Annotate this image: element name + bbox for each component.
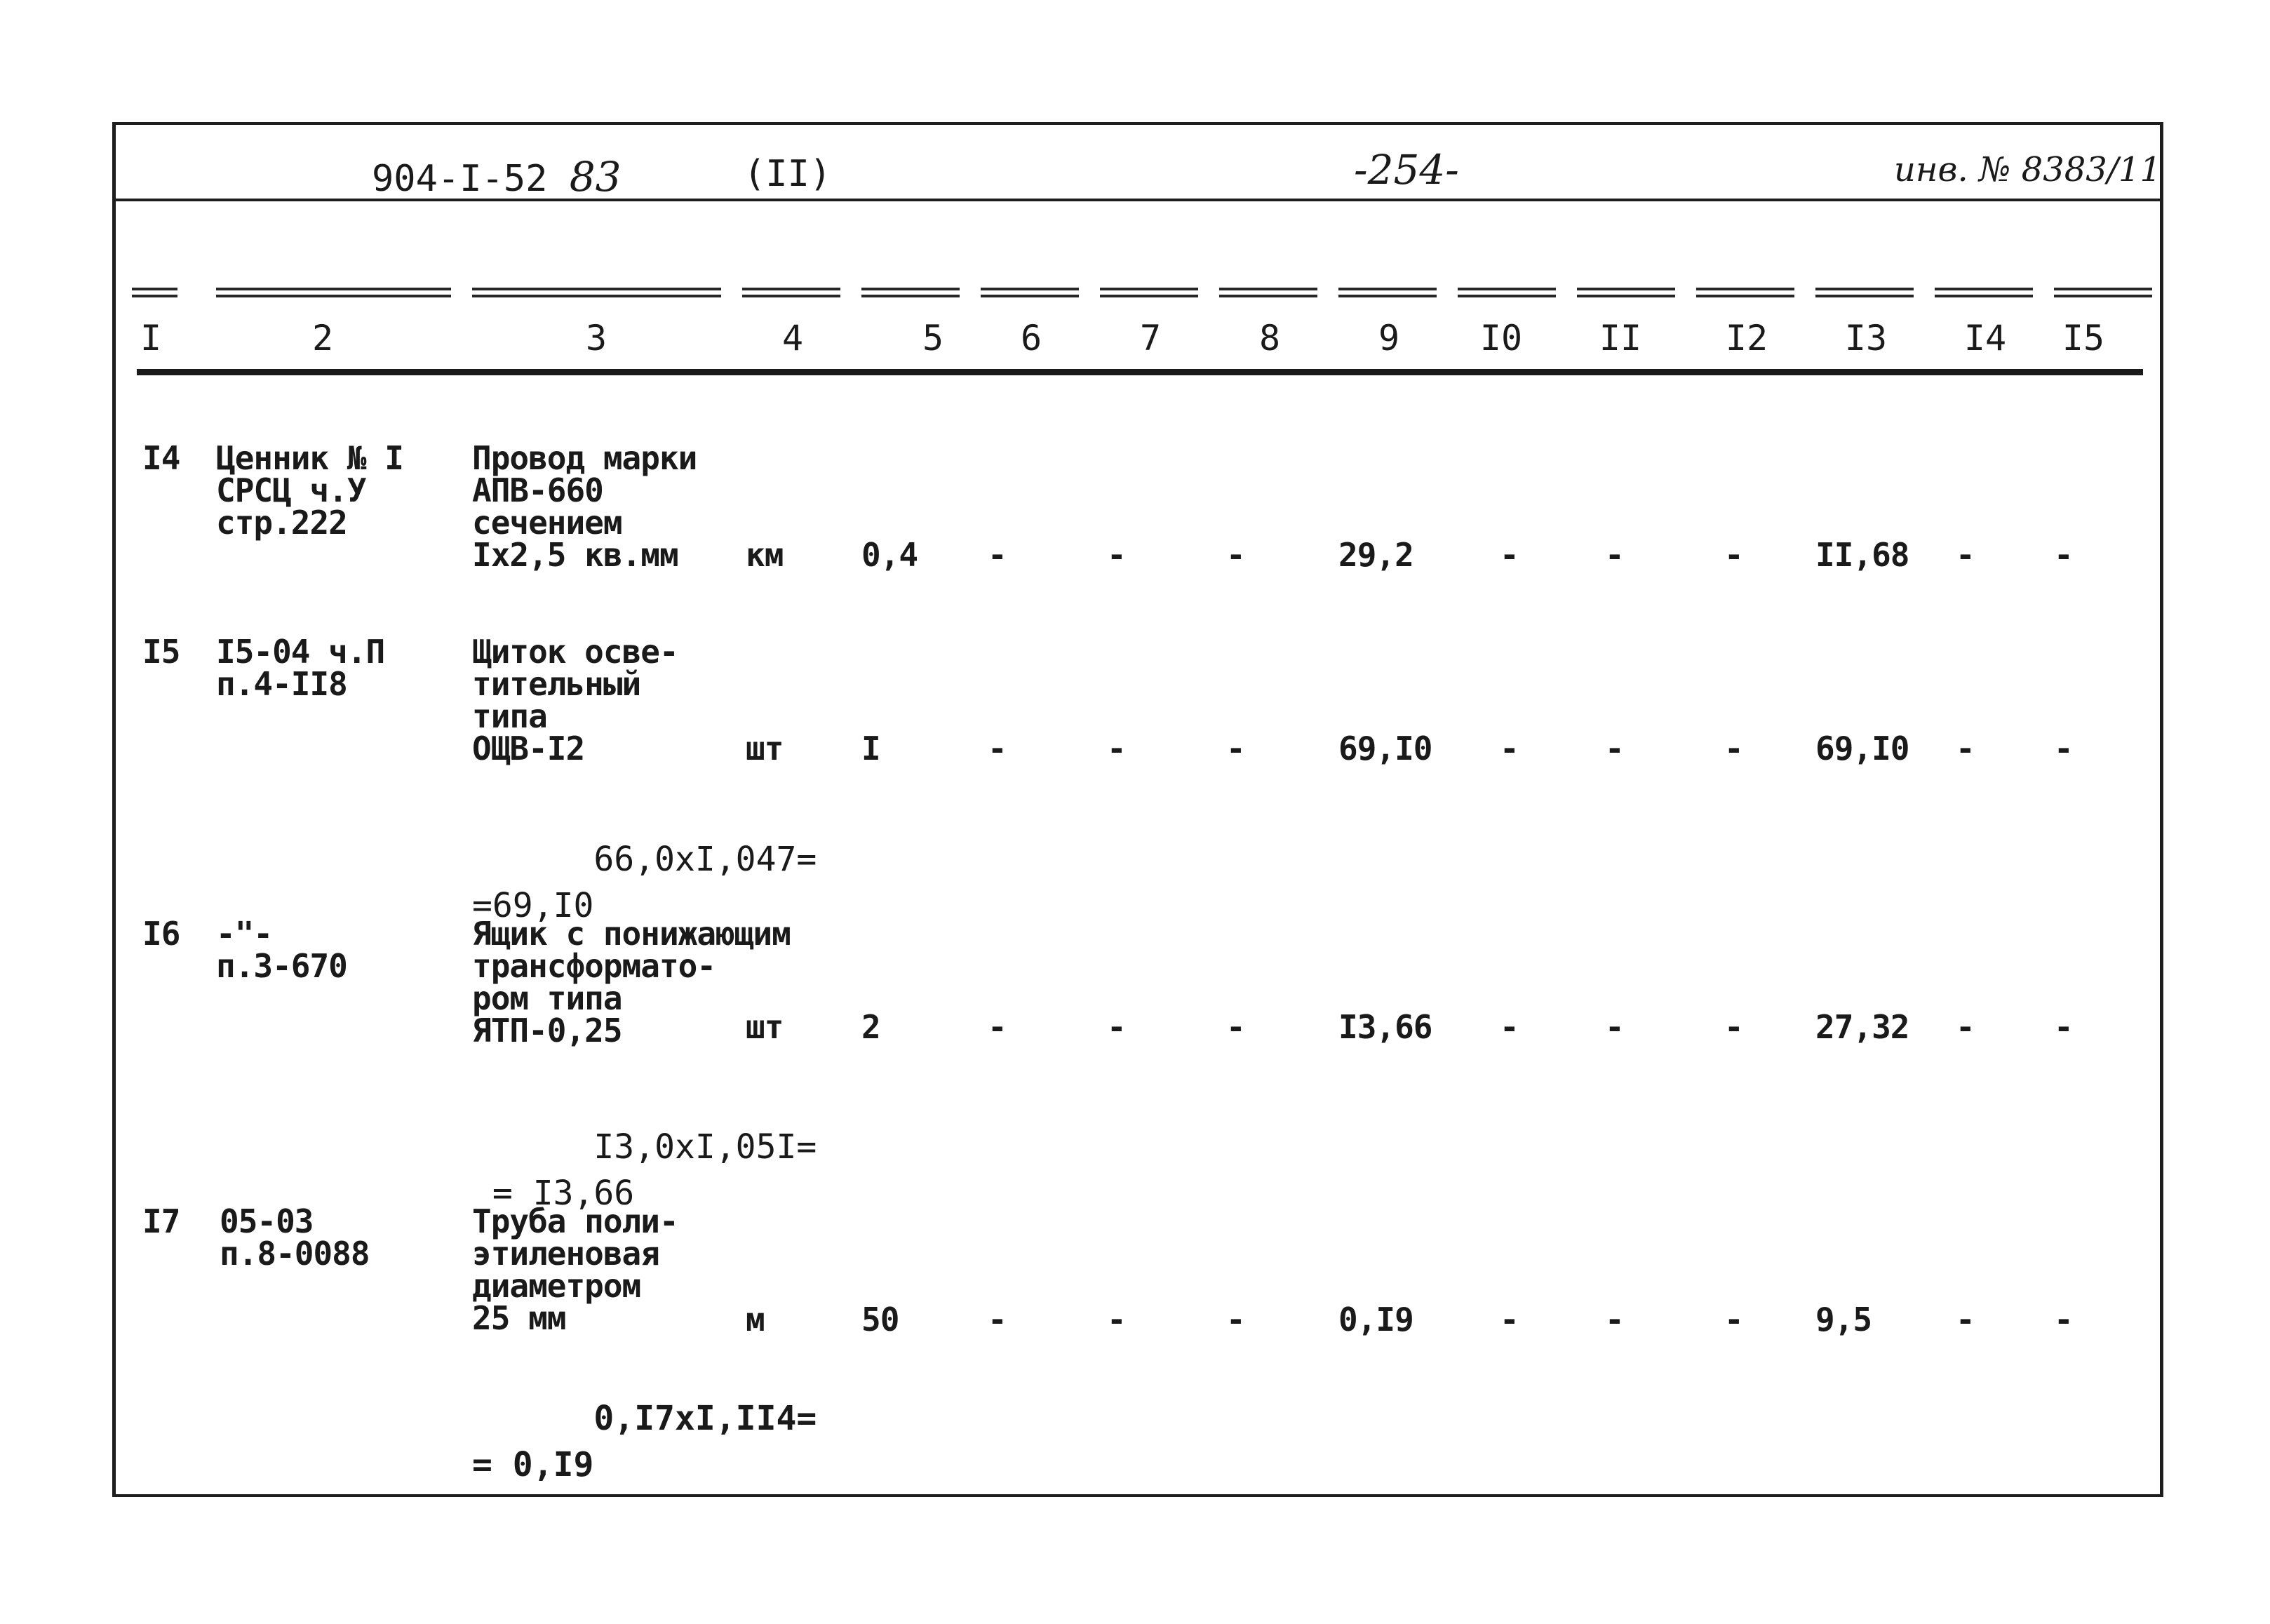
column-number-1: I	[140, 318, 162, 358]
quantity: 0,4	[861, 536, 918, 574]
row-number: I4	[142, 439, 180, 477]
col-12: -	[1724, 1301, 1743, 1338]
column-number-4: 4	[781, 318, 804, 358]
column-number-9: 9	[1378, 318, 1400, 358]
col-14: -	[1956, 1301, 1975, 1338]
calculation-note: 66,0хI,047= =69,I0	[472, 840, 817, 925]
column-number-7: 7	[1139, 318, 1162, 358]
col-8: -	[1226, 730, 1245, 767]
col-8: -	[1226, 1008, 1245, 1046]
quantity: 2	[861, 1008, 880, 1046]
col-11: -	[1605, 1301, 1624, 1338]
document-code	[372, 153, 622, 201]
col-6: -	[988, 730, 1007, 767]
col-7: -	[1107, 1301, 1126, 1338]
col-7: -	[1107, 1008, 1126, 1046]
header-thick-rule	[137, 369, 2143, 375]
inventory-number: инв. № 8383/11	[1894, 150, 2162, 189]
quantity: I	[861, 730, 880, 767]
col-11: -	[1605, 730, 1624, 767]
page-frame	[112, 122, 2163, 1497]
unit-price: 29,2	[1338, 536, 1413, 574]
col-10: -	[1500, 1301, 1519, 1338]
col-8: -	[1226, 1301, 1245, 1338]
item-name: Щиток осве- тительный типа ОЩВ-I2	[472, 633, 678, 767]
calculation-note: I3,0хI,05I= = I3,66	[472, 1127, 817, 1213]
col-12: -	[1724, 536, 1743, 574]
column-number-15: I5	[2062, 318, 2105, 358]
item-name: Ящик с понижающим трансформато- ром типа ЯТП-0,25	[472, 915, 791, 1049]
column-number-10: I0	[1479, 318, 1523, 358]
column-number-5: 5	[922, 318, 944, 358]
price-reference: 05-03 п.8-0088	[220, 1202, 370, 1273]
col-12: -	[1724, 1008, 1743, 1046]
total-cost: II,68	[1815, 536, 1909, 574]
col-7: -	[1107, 536, 1126, 574]
col-15: -	[2054, 536, 2073, 574]
col-10: -	[1500, 730, 1519, 767]
column-number-11: II	[1599, 318, 1642, 358]
column-number-13: I3	[1844, 318, 1888, 358]
column-number-3: 3	[585, 318, 607, 358]
col-11: -	[1605, 536, 1624, 574]
unit-price: I3,66	[1338, 1008, 1432, 1046]
item-name: Труба поли- этиленовая диаметром 25 мм	[472, 1202, 678, 1337]
unit: км	[746, 536, 784, 574]
unit: шт	[746, 1008, 784, 1046]
col-10: -	[1500, 1008, 1519, 1046]
unit: шт	[746, 730, 784, 767]
header-rule	[116, 199, 2160, 201]
unit-price: 0,I9	[1338, 1301, 1413, 1338]
unit-price: 69,I0	[1338, 730, 1432, 767]
unit: м	[746, 1301, 765, 1338]
row-number: I6	[142, 915, 180, 953]
column-number-12: I2	[1725, 318, 1768, 358]
col-6: -	[988, 1301, 1007, 1338]
section-number: (II)	[744, 153, 832, 195]
price-reference: -"- п.3-670	[216, 915, 347, 985]
quantity: 50	[861, 1301, 899, 1338]
col-10: -	[1500, 536, 1519, 574]
column-number-8: 8	[1258, 318, 1281, 358]
page-number: -254-	[1354, 146, 1459, 194]
total-cost: 27,32	[1815, 1008, 1909, 1046]
col-15: -	[2054, 1301, 2073, 1338]
price-reference: I5-04 ч.П п.4-II8	[216, 633, 385, 703]
column-number-14: I4	[1963, 318, 2007, 358]
col-14: -	[1956, 730, 1975, 767]
total-cost: 69,I0	[1815, 730, 1909, 767]
row-number: I5	[142, 633, 180, 671]
col-15: -	[2054, 730, 2073, 767]
col-14: -	[1956, 1008, 1975, 1046]
item-name: Провод марки АПВ-660 сечением Iх2,5 кв.мм	[472, 439, 697, 574]
calculation-note: 0,I7хI,II4= = 0,I9	[472, 1399, 817, 1484]
document-code-printed: 904-I-52	[372, 158, 548, 200]
row-number: I7	[142, 1202, 180, 1240]
col-15: -	[2054, 1008, 2073, 1046]
col-6: -	[988, 536, 1007, 574]
col-11: -	[1605, 1008, 1624, 1046]
price-reference: Ценник № I СРСЦ ч.У стр.222	[216, 439, 403, 542]
col-12: -	[1724, 730, 1743, 767]
col-14: -	[1956, 536, 1975, 574]
column-number-6: 6	[1020, 318, 1042, 358]
col-7: -	[1107, 730, 1126, 767]
document-code-handwritten: 83	[569, 153, 622, 201]
column-number-2: 2	[311, 318, 334, 358]
total-cost: 9,5	[1815, 1301, 1872, 1338]
col-8: -	[1226, 536, 1245, 574]
col-6: -	[988, 1008, 1007, 1046]
